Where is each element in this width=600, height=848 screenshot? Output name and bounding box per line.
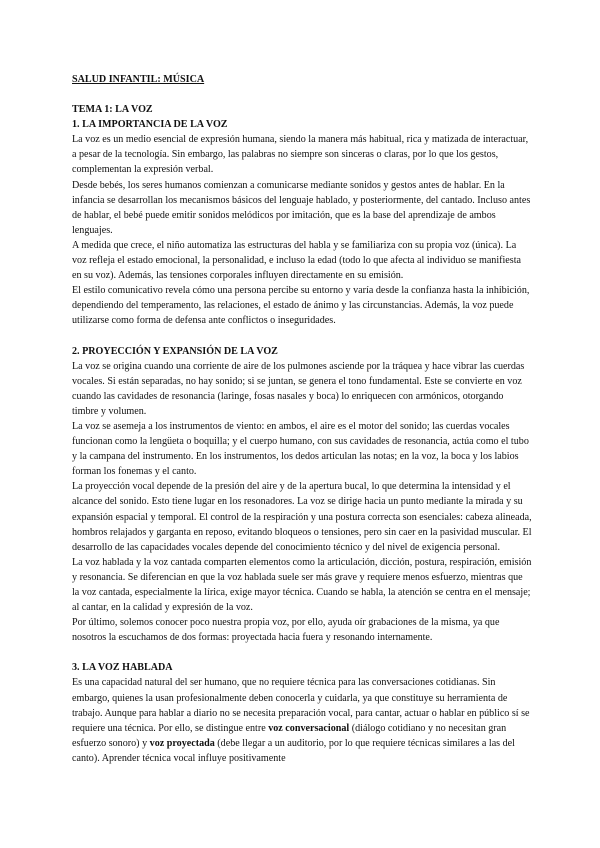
section-2-paragraph-4: La voz hablada y la voz cantada comparten elementos como la articulación, dicción, postura, respiración, emisión y resonancia. Se diferencian en que la voz hablada suele ser más grave y requiere menos esfuerzo, mientras que la voz cantada, especialmente la lírica, exige mayor técnica. Cuando se habla, la atención se centra en el mensaje; al cantar, en la calidad y expresión de la voz. — [72, 556, 532, 614]
document-page — [72, 72, 532, 766]
term-voz-proyectada: voz proyectada — [149, 737, 215, 749]
topic-heading: TEMA 1: LA VOZ — [72, 104, 153, 116]
section-1-paragraph-2: Desde bebés, los seres humanos comienzan a comunicarse mediante sonidos y gestos antes de hablar. En la infancia se desarrollan los mecanismos básicos del lenguaje hablado, y posteriormente, del cantado. Incluso antes de hablar, el bebé puede emitir sonidos melódicos por imitación, que es la base del aprendizaje de ambos lenguajes. — [72, 179, 531, 236]
section-2-paragraph-1: La voz se origina cuando una corriente de aire de los pulmones asciende por la tráquea y hace vibrar las cuerdas vocales. Si están separadas, no hay sonido; si se juntan, se genera el tono fundamental. Este se convierte en voz cuando las cavidades de resonancia (laringe, fosas nasales y boca) lo enriquecen con armónicos, otorgando timbre y volumen. — [72, 360, 525, 417]
section-2-heading: 2. PROYECCIÓN Y EXPANSIÓN DE LA VOZ — [72, 345, 278, 357]
term-voz-conversacional: voz conversacional — [268, 722, 350, 734]
section-3-paragraph-1 — [72, 675, 532, 766]
section-1-heading: 1. LA IMPORTANCIA DE LA VOZ — [72, 119, 228, 131]
section-3-text-d: (debe llegar a un auditorio, por lo que requiere técnicas similares a las del canto). Aprender técnica vocal influye positivamente — [72, 737, 515, 764]
document-title: SALUD INFANTIL: MÚSICA — [72, 74, 205, 85]
section-1-paragraph-1: La voz es un medio esencial de expresión humana, siendo la manera más habitual, rica y matizada de interactuar, a pesar de la tecnología. Sin embargo, las palabras no siempre son sinceras o claras, por lo que los gestos, complementan la expresión verbal. — [72, 134, 529, 176]
section-3-heading: 3. LA VOZ HABLADA — [72, 662, 173, 674]
section-3-text-a: Es una capacidad natural del ser humano, que no requiere técnica para las conversaciones cotidianas. Sin embargo, quienes la usan profesionalmente deben conocerla y cuidarla, ya que constituye su herramienta de trabajo. Aunque para hablar a diario no se necesita preparación vocal, para cantar, actuar o hablar en público sí se requiere una técnica. Por ello, se distingue entre — [72, 677, 530, 734]
section-2-paragraph-2: La voz se asemeja a los instrumentos de viento: en ambos, el aire es el motor del sonido; las cuerdas vocales funcionan como la lengüeta o boquilla; y el cuerpo humano, con sus cavidades de resonancia, actúa como el tubo y la campana del instrumento. En los instrumentos, los dedos articulan las notas; en la voz, la boca y los labios forman los fonemas y el canto. — [72, 420, 529, 478]
section-1-paragraph-4: El estilo comunicativo revela cómo una persona percibe su entorno y varía desde la confianza hasta la inhibición, dependiendo del temperamento, las relaciones, el estado de ánimo y las circunstancias. Además, la voz puede utilizarse como forma de defensa ante conflictos o inseguridades. — [72, 285, 530, 327]
section-1-paragraph-3: A medida que crece, el niño automatiza las estructuras del habla y se familiariza con su propia voz (única). La voz refleja el estado emocional, la personalidad, e incluso la edad (todo lo que afecta al individuo se manifiesta en su voz). Además, las tensiones corporales influyen directamente en su emisión. — [72, 239, 522, 282]
section-2-paragraph-5: Por último, solemos conocer poco nuestra propia voz, por ello, ayuda oír grabaciones de la misma, ya que nosotros la escuchamos de dos formas: proyectada hacia fuera y resonando internamente. — [72, 617, 500, 644]
section-2-paragraph-3: La proyección vocal depende de la presión del aire y de la apertura bucal, lo que determina la intensidad y el alcance del sonido. Esto tiene lugar en los resonadores. La voz se dirige hacia un punto mediante la mirada y su expansión espacial y temporal. El control de la respiración y una postura correcta son esenciales: cabeza alineada, hombros relajados y garganta en reposo, evitando bloqueos o tensiones, pero sin caer en la pasividad muscular. El desarrollo de las capacidades vocales depende del conocimiento técnico y del nivel de exigencia personal. — [72, 481, 532, 553]
section-3-text-c: (diálogo cotidiano y no necesitan gran esfuerzo sonoro) y — [72, 722, 507, 749]
